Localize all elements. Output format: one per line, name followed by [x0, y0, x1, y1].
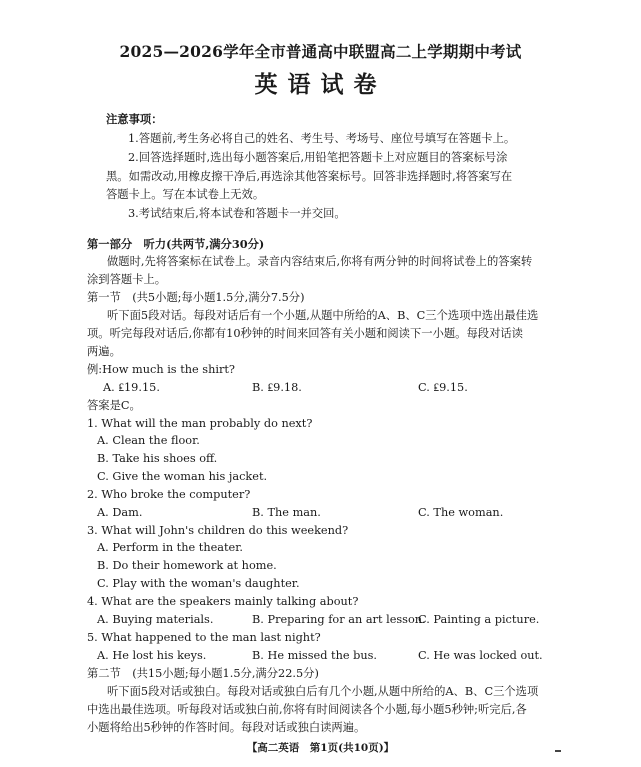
example-answer: 答案是C。 [87, 399, 141, 412]
option-c: C. Give the woman his jacket. [97, 470, 268, 483]
option-b: B. He missed the bus. [252, 649, 378, 662]
section1-intro: 听下面5段对话。每段对话后有一个小题,从题中所给的A、B、C三个选项中选出最佳选 [107, 309, 539, 322]
section2-intro: 小题将给出5秒钟的作答时间。每段对话或独白读两遍。 [87, 721, 366, 734]
question-2: 2. Who broke the computer? [87, 488, 251, 501]
question-5: 5. What happened to the man last night? [87, 631, 321, 644]
note-item: 1.答题前,考生务必将自己的姓名、考生号、考场号、座位号填写在答题卡上。 [128, 132, 516, 145]
part1-heading: 第一部分 听力(共两节,满分30分) [87, 237, 265, 251]
option-b: B. Do their homework at home. [97, 559, 277, 572]
question-4: 4. What are the speakers mainly talking about? [87, 595, 359, 608]
section2-intro: 中选出最佳选项。听每段对话或独白前,你将有时间阅读各个小题,每小题5秒钟;听完后,各 [87, 703, 527, 716]
section1-intro: 两遍。 [87, 345, 121, 358]
exam-title: 2025—2026学年全市普通高中联盟高二上学期期中考试 [119, 42, 522, 61]
section1-intro: 项。听完每段对话后,你都有10秒钟的时间来回答有关小题和阅读下一小题。每段对话读 [87, 327, 523, 340]
notes-heading: 注意事项： [106, 112, 163, 126]
exam-subject: 英语试卷 [254, 71, 387, 98]
option-a: A. Buying materials. [97, 613, 214, 626]
option-a: A. Perform in the theater. [97, 541, 243, 554]
option-c: C. Painting a picture. [418, 613, 540, 626]
example-question: 例:How much is the shirt? [87, 363, 235, 376]
question-3: 3. What will John's children do this weekend? [87, 524, 349, 537]
note-item: 2.回答选择题时,选出每小题答案后,用铅笔把答题卡上对应题目的答案标号涂 [128, 151, 508, 164]
part1-intro: 做题时,先将答案标在试卷上。录音内容结束后,你将有两分钟的时间将试卷上的答案转 [107, 255, 533, 268]
note-item: 黑。如需改动,用橡皮擦干净后,再选涂其他答案标号。回答非选择题时,将答案写在 [106, 170, 513, 183]
option-a: A. Dam. [97, 506, 143, 519]
part1-intro: 涂到答题卡上。 [87, 273, 167, 286]
option-a: A. Clean the floor. [97, 434, 200, 447]
option-c: C. He was locked out. [418, 649, 543, 662]
option-b: B. Take his shoes off. [97, 452, 218, 465]
section2-heading: 第二节 (共15小题;每小题1.5分,满分22.5分) [87, 667, 319, 680]
option-b: B. The man. [252, 506, 321, 519]
page-mark [555, 750, 561, 752]
example-option-a: A. ₤19.15. [103, 381, 160, 394]
option-b: B. Preparing for an art lesson. [252, 613, 426, 626]
section2-intro: 听下面5段对话或独白。每段对话或独白后有几个小题,从题中所给的A、B、C三个选项 [107, 685, 539, 698]
example-option-b: B. ₤9.18. [252, 381, 302, 394]
page-footer: 【高二英语 第1页(共10页)】 [246, 742, 395, 754]
section1-heading: 第一节 (共5小题;每小题1.5分,满分7.5分) [87, 291, 305, 304]
note-item: 3.考试结束后,将本试卷和答题卡一并交回。 [128, 207, 346, 220]
option-a: A. He lost his keys. [97, 649, 207, 662]
option-c: C. Play with the woman's daughter. [97, 577, 300, 590]
option-c: C. The woman. [418, 506, 504, 519]
note-item: 答题卡上。写在本试卷上无效。 [106, 188, 265, 201]
question-1: 1. What will the man probably do next? [87, 417, 313, 430]
example-option-c: C. ₤9.15. [418, 381, 468, 394]
